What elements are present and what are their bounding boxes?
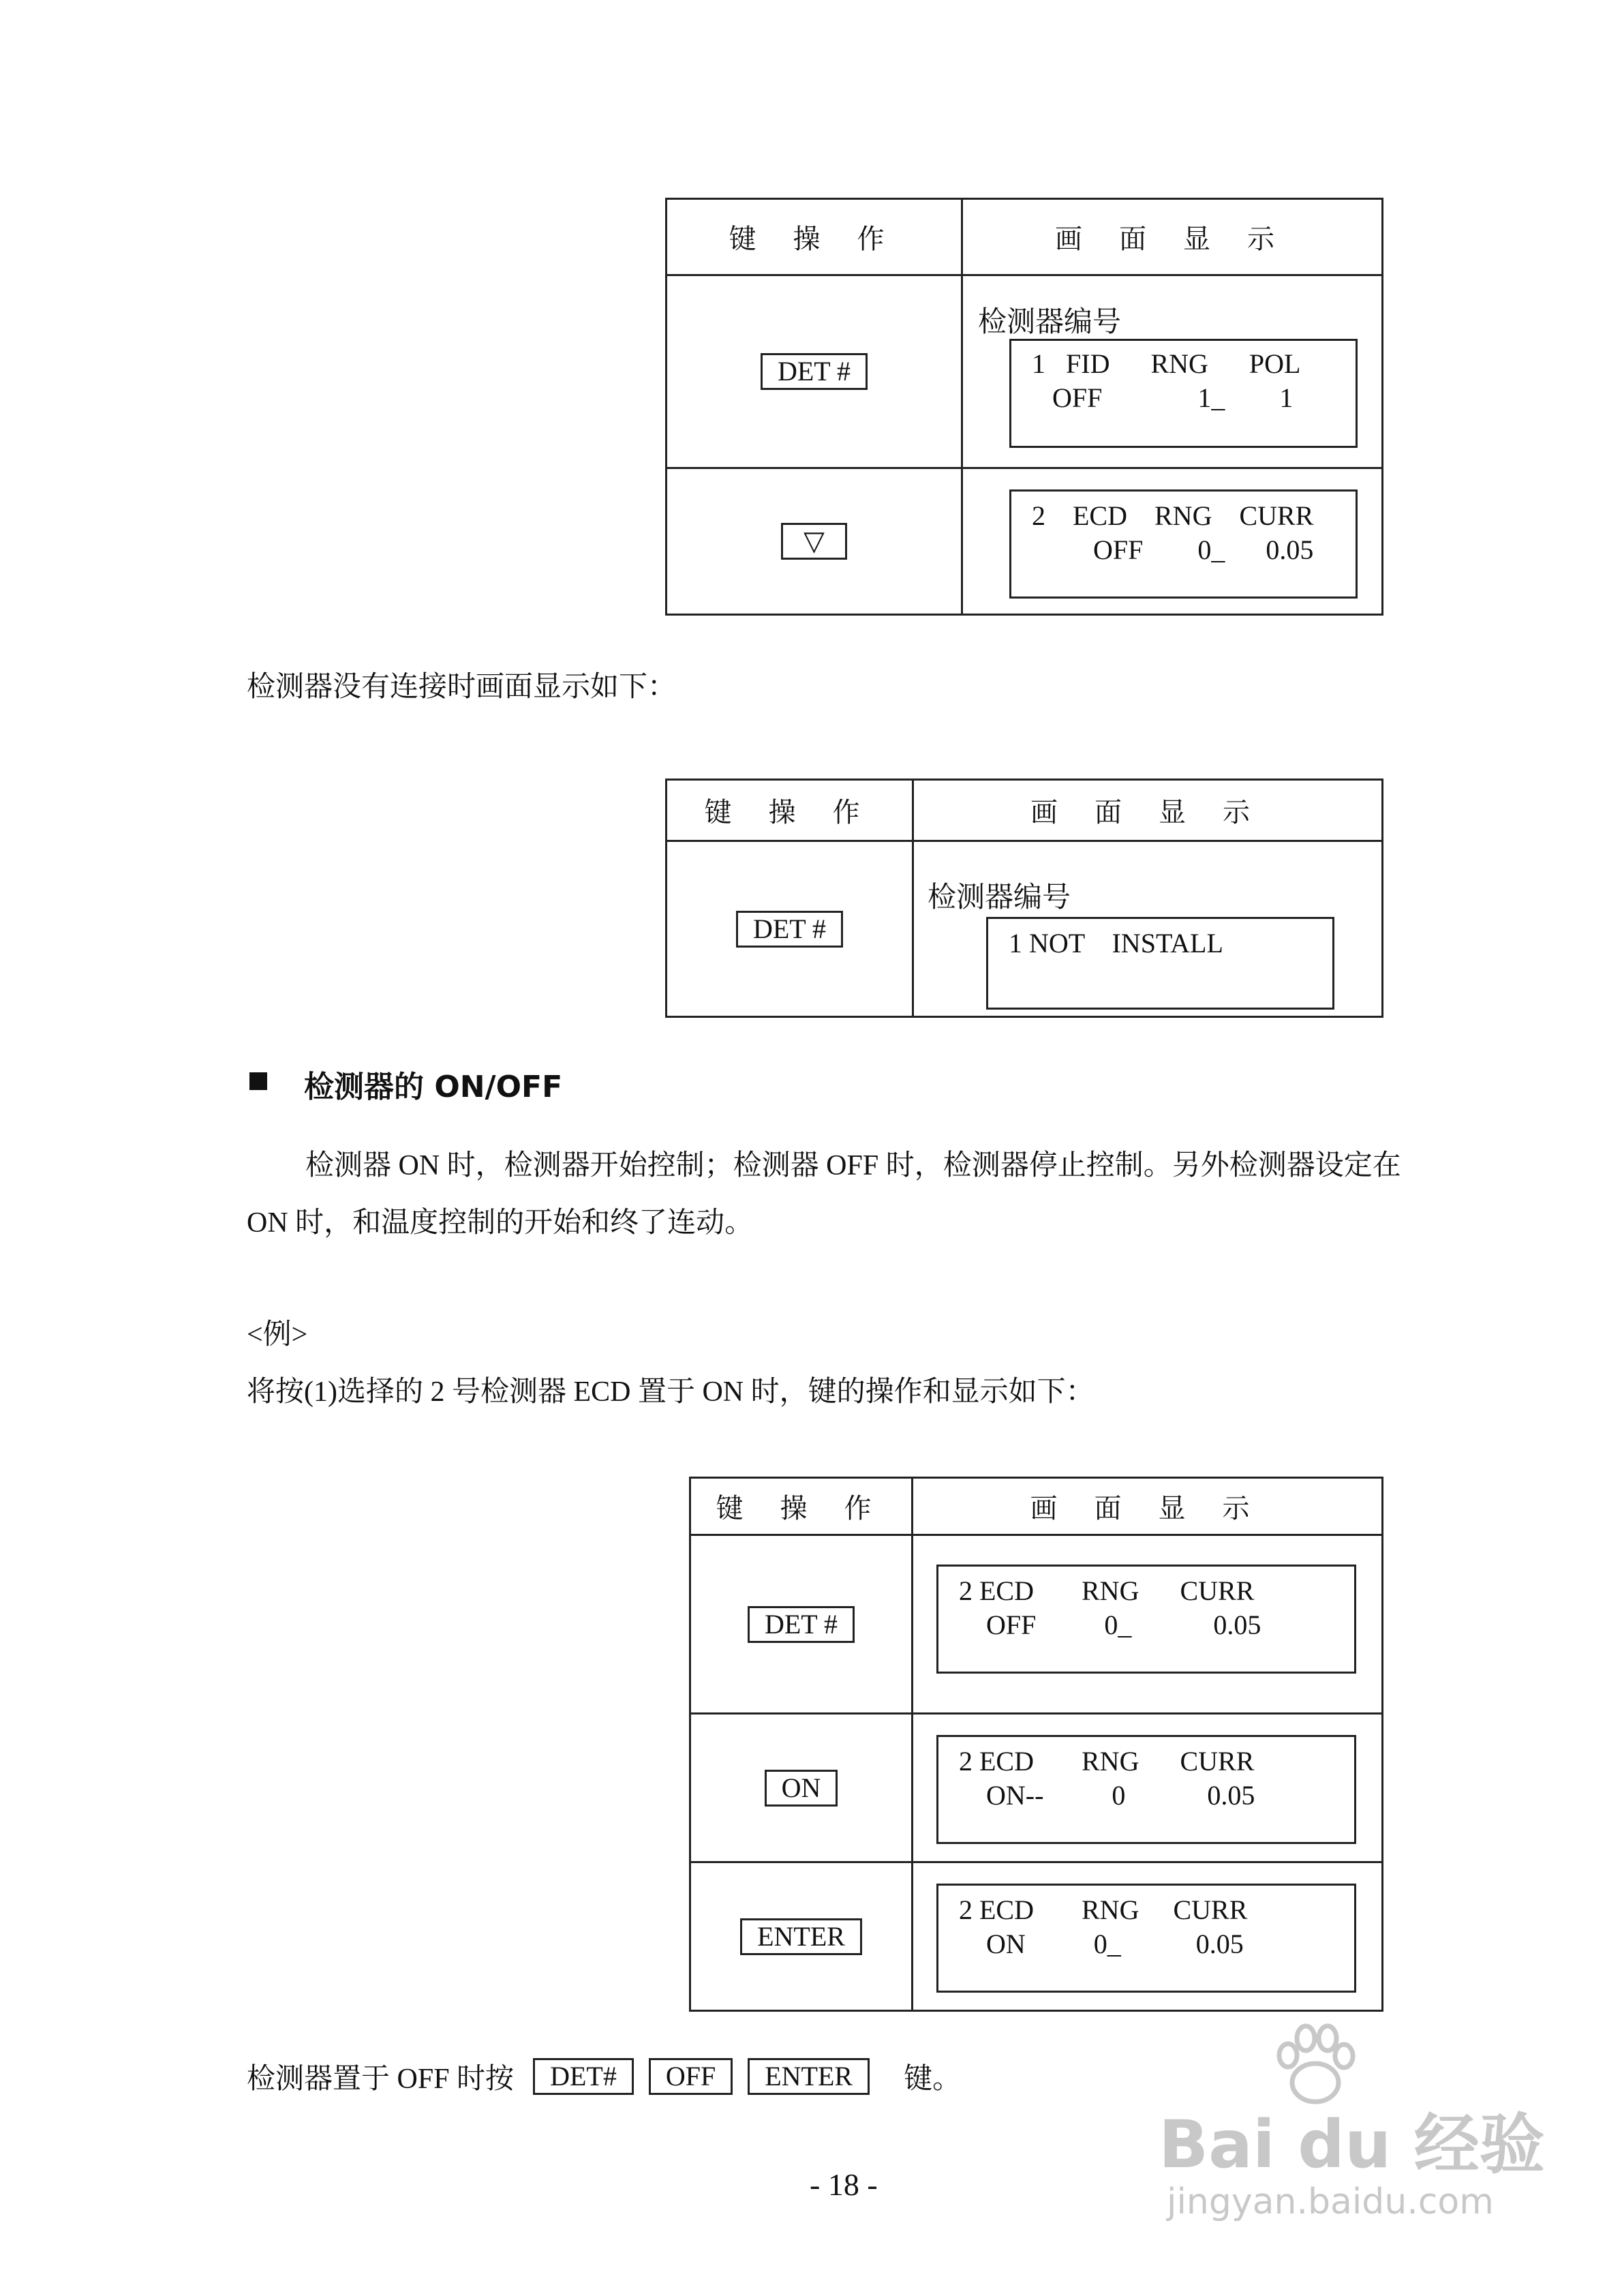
off-key[interactable]: OFF (649, 2058, 733, 2095)
screen-label: 检测器编号 (928, 882, 1071, 913)
screen-cell (962, 468, 1383, 615)
lcd-line: OFF 0_ 0.05 (959, 1610, 1261, 1640)
lcd-line: 2 ECD RNG CURR (1032, 500, 1314, 531)
final-prefix: 检测器置于 OFF 时按 (247, 2064, 515, 2095)
lcd-screen (1009, 339, 1358, 448)
final-suffix: 键。 (904, 2064, 962, 2095)
lcd-line: ON-- 0 0.05 (959, 1780, 1255, 1811)
table-row (690, 1714, 913, 1862)
table-row (690, 1862, 913, 2011)
lcd-line: ON 0_ 0.05 (959, 1929, 1244, 1959)
section-title: 检测器的 ON/OFF (304, 1070, 563, 1104)
header-screen-display: 画 面 显 示 (913, 780, 1383, 841)
enter-key[interactable]: ENTER (748, 2058, 870, 2095)
screen-cell (913, 1862, 1383, 2011)
paragraph: ON 时，和温度控制的开始和终了连动。 (247, 1207, 754, 1239)
watermark-brand: Bai du 经验 (1159, 2106, 1545, 2183)
det-key[interactable]: DET # (748, 1606, 855, 1643)
table-not-installed (665, 779, 1383, 1018)
paragraph: 检测器没有连接时画面显示如下： (247, 671, 677, 703)
screen-cell (913, 1535, 1383, 1714)
table-row (667, 468, 962, 615)
lcd-line: 2 ECD RNG CURR (959, 1575, 1255, 1606)
header-screen-display: 画 面 显 示 (962, 199, 1383, 275)
final-instruction (247, 2056, 961, 2097)
page-number: - 18 - (810, 2167, 878, 2202)
table-detector-number (665, 198, 1383, 616)
on-key[interactable]: ON (765, 1770, 838, 1807)
lcd-line: 1 NOT INSTALL (1009, 928, 1223, 958)
lcd-screen (936, 1565, 1356, 1674)
lcd-line: OFF 0_ 0.05 (1032, 534, 1314, 565)
screen-cell (913, 1714, 1383, 1862)
square-bullet-icon (249, 1072, 267, 1090)
lcd-screen (936, 1884, 1356, 1993)
lcd-line: OFF 1_ 1 (1032, 382, 1294, 413)
lcd-screen (986, 917, 1334, 1010)
header-key-operation: 键 操 作 (667, 780, 913, 841)
table-row (667, 841, 913, 1017)
screen-label: 检测器编号 (978, 307, 1122, 338)
lcd-screen (1009, 489, 1358, 599)
det-key[interactable]: DET # (736, 911, 843, 948)
table-detector-on (689, 1477, 1383, 2012)
header-key-operation: 键 操 作 (667, 199, 962, 275)
table-row (690, 1535, 913, 1714)
det-key[interactable]: DET # (761, 353, 868, 390)
lcd-line: 1 FID RNG POL (1032, 348, 1301, 379)
watermark-url: jingyan.baidu.com (1167, 2181, 1494, 2222)
down-arrow-key[interactable]: ▽ (781, 523, 847, 560)
table-row (667, 275, 962, 468)
enter-key[interactable]: ENTER (740, 1918, 862, 1955)
lcd-screen (936, 1735, 1356, 1844)
lcd-line: 2 ECD RNG CURR (959, 1746, 1255, 1777)
det-key[interactable]: DET# (533, 2058, 634, 2095)
paragraph: 检测器 ON 时，检测器开始控制；检测器 OFF 时，检测器停止控制。另外检测器设定在 (305, 1150, 1401, 1181)
screen-cell (962, 275, 1383, 468)
lcd-line: 2 ECD RNG CURR (959, 1894, 1248, 1925)
header-key-operation: 键 操 作 (690, 1478, 913, 1535)
header-screen-display: 画 面 显 示 (913, 1478, 1383, 1535)
screen-cell (913, 841, 1383, 1017)
paragraph: 将按(1)选择的 2 号检测器 ECD 置于 ON 时，键的操作和显示如下： (247, 1376, 1095, 1408)
example-label: <例> (247, 1319, 308, 1350)
